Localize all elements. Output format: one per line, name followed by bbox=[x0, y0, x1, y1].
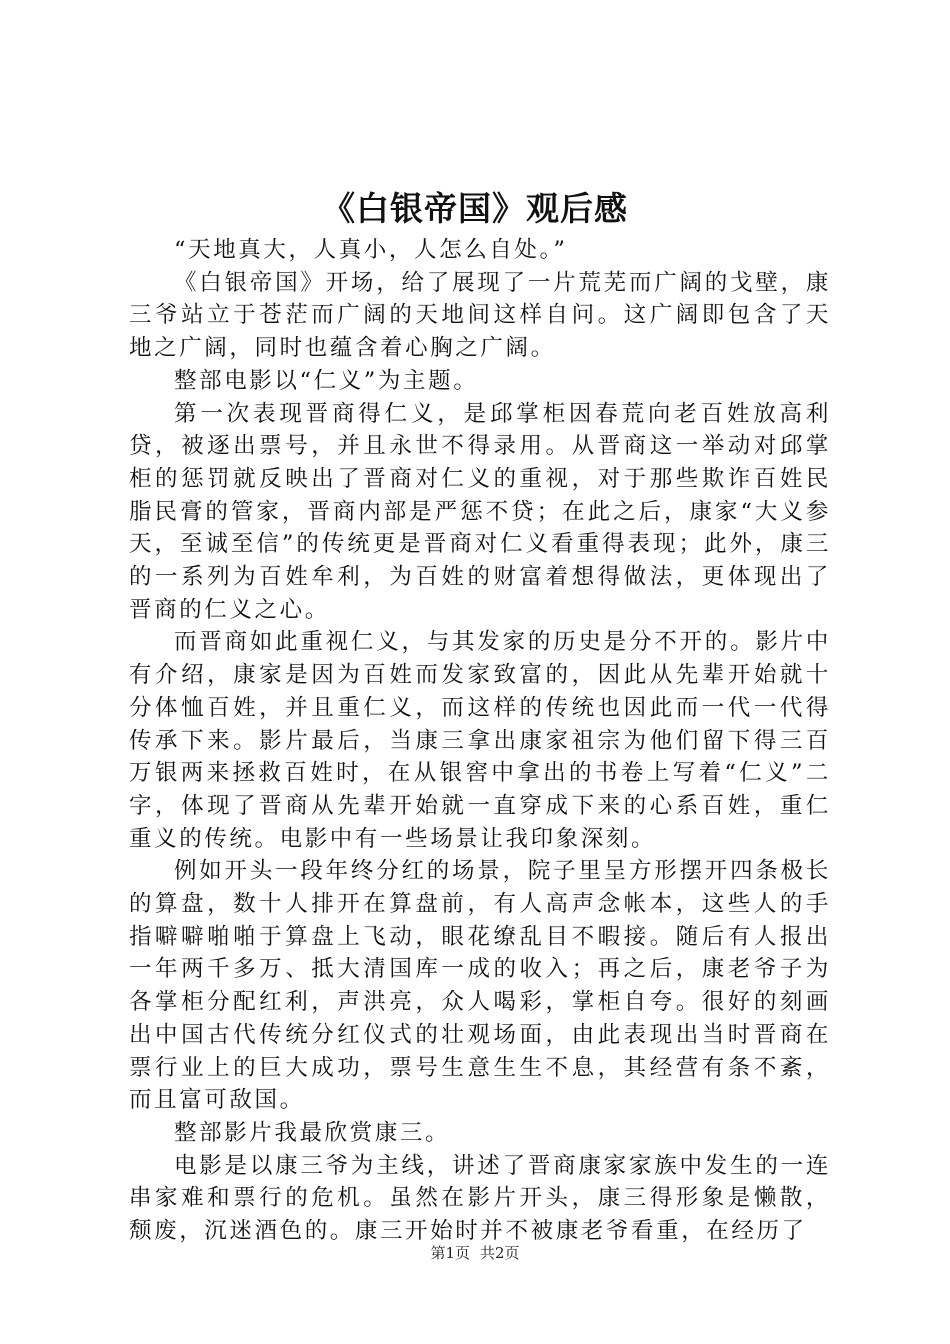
page-footer bbox=[0, 1242, 950, 1264]
paragraph-first-example: 第一次表现晋商得仁义，是邱掌柜因春荒向老百姓放高利贷，被逐出票号，并且永世不得录用。从晋商这一举动对邱掌柜的惩罚就反映出了晋商对仁义的重视，对于那些欺诈百姓民脂民膏的管家，晋商内部是严惩不贷；在此之后，康家“大义参天，至诚至信”的传统更是晋商对仁义看重得表现；此外，康三的一系列为百姓牟利，为百姓的财富着想得做法，更体现出了晋商的仁义之心。 bbox=[129, 400, 831, 623]
paragraph-dividend-scene: 例如开头一段年终分红的场景，院子里呈方形摆开四条极长的算盘，数十人排开在算盘前，有人高声念帐本，这些人的手指噼噼啪啪于算盘上飞动，眼花缭乱目不暇接。随后有人报出一年两千多万、抵大清国库一成的收入；再之后，康老爷子为各掌柜分配红利，声洪亮，众人喝彩，掌柜自夸。很好的刻画出中国古代传统分红仪式的壮观场面，由此表现出当时晋商在票行业上的巨大成功，票号生意生生不息，其经营有条不紊，而且富可敌国。 bbox=[129, 858, 831, 1114]
paragraph-favorite: 整部影片我最欣赏康三。 bbox=[174, 1119, 451, 1146]
paragraph-history: 而晋商如此重视仁义，与其发家的历史是分不开的。影片中有介绍，康家是因为百姓而发家致富的，因此从先辈开始就十分体恤百姓，并且重仁义，而这样的传统也因此而一代一代得传承下来。影片最后，当康三拿出康家祖宗为他们留下得三百万银两来拯救百姓时，在从银窖中拿出的书卷上写着“仁义”二字，体现了晋商从先辈开始就一直穿成下来的心系百姓，重仁重义的传统。电影中有一些场景让我印象深刻。 bbox=[129, 629, 831, 852]
paragraph-quote: “天地真大，人真小，人怎么自处。” bbox=[174, 237, 568, 263]
paragraph-kangsan: 电影是以康三爷为主线，讲述了晋商康家家族中发生的一连串家难和票行的危机。虽然在影片开头，康三得形象是懒散，颓废，沉迷酒色的。康三开始时并不被康老爷看重，在经历了 bbox=[129, 1152, 831, 1245]
page-total: 共2页 bbox=[480, 1244, 520, 1262]
page-number: 第1页 bbox=[430, 1244, 470, 1262]
document-body bbox=[129, 234, 831, 1248]
paragraph-opening: 《白银帝国》开场，给了展现了一片荒芜而广阔的戈壁，康三爷站立于苍茫而广阔的天地间这样自问。这广阔即包含了天地之广阔，同时也蕴含着心胸之广阔。 bbox=[129, 269, 831, 362]
document-title: 《白银帝国》观后感 bbox=[322, 189, 628, 228]
paragraph-theme: 整部电影以“仁义”为主题。 bbox=[174, 367, 479, 394]
